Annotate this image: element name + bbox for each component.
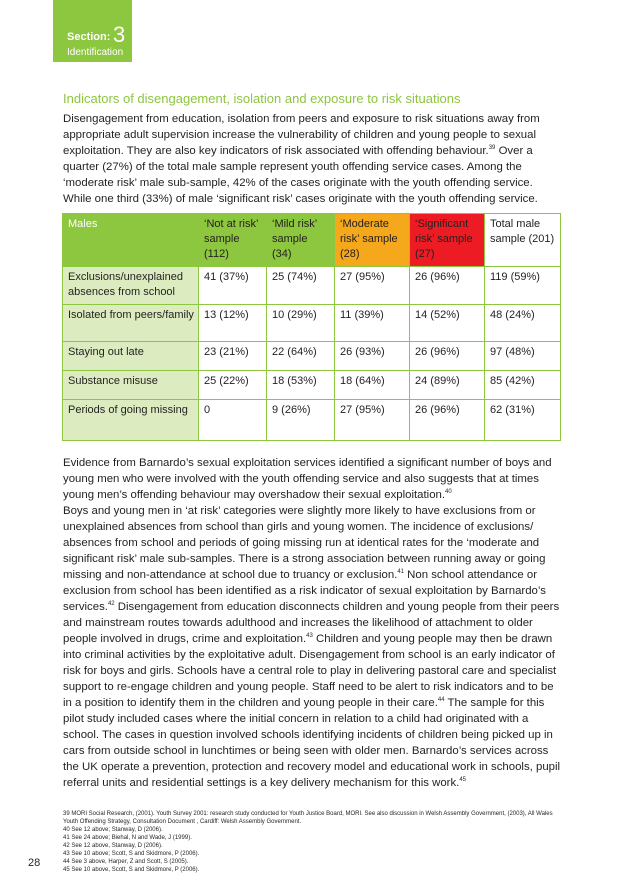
- table-row: [63, 400, 561, 441]
- table-row: [63, 267, 561, 305]
- row-label: Substance misuse: [63, 371, 199, 400]
- table-cell: 41 (37%): [199, 267, 267, 305]
- table-cell: 27 (95%): [335, 400, 410, 441]
- table-cell: 18 (64%): [335, 371, 410, 400]
- section-number: 3: [113, 22, 126, 47]
- para3-text-c: Disengagement from education disconnects children and young people from their peers and mainstream routes towards adulthood and increases the likelihood of attachment to older people involved in drugs, crime and exploitation.: [63, 601, 560, 645]
- table-cell: 23 (21%): [199, 342, 267, 371]
- table-cell: 0: [199, 400, 267, 441]
- table-cell: 26 (96%): [410, 400, 485, 441]
- footnote-ref-44: 44: [437, 697, 445, 704]
- table-cell: 25 (74%): [267, 267, 335, 305]
- risk-indicators-table: [62, 213, 561, 441]
- footnote: 44 See 3 above, Harper, Z and Scott, S (2005).: [63, 859, 189, 865]
- paragraph-evidence: [63, 455, 563, 503]
- page-heading: Indicators of disengagement, isolation and exposure to risk situations: [63, 91, 461, 106]
- footnote: 42 See 12 above, Stanway, D (2006).: [63, 843, 163, 849]
- row-label: Periods of going missing: [63, 400, 199, 441]
- paragraph-intro: [63, 111, 563, 207]
- table-cell: 48 (24%): [485, 305, 561, 342]
- table-cell: 22 (64%): [267, 342, 335, 371]
- section-label: Section:: [67, 31, 111, 43]
- header-total: Total male sample (201): [485, 214, 561, 267]
- row-label: Isolated from peers/family: [63, 305, 199, 342]
- table-cell: 119 (59%): [485, 267, 561, 305]
- footnote-ref-41: 41: [397, 569, 405, 576]
- footnote: 41 See 24 above; Biehal, N and Wade, J (1999).: [63, 835, 192, 841]
- table-row: [63, 305, 561, 342]
- table-cell: 26 (96%): [410, 267, 485, 305]
- para2-text: Evidence from Barnardo’s sexual exploitation services identified a significant number of boys and young men who were involved with the youth offending service and also suggests that at times young men’s offending behaviour may overshadow their sexual exploitation.: [63, 457, 552, 501]
- section-subtitle: Identification: [67, 47, 124, 58]
- footnote-ref-42: 42: [107, 601, 115, 608]
- para1-text-a: Disengagement from education, isolation from peers and exposure to risk situations away from appropriate adult supervision increase the vulnerability of children and young people to sexual exploitation. They are also key indicators of risk associated with offending behaviour.: [63, 113, 540, 157]
- table-cell: 13 (12%): [199, 305, 267, 342]
- table-header-row: [63, 214, 561, 267]
- para3-text-b: Non school attendance or exclusion from school has been identified as a risk indicator of sexual exploitation by Barnardo’s services.: [63, 569, 546, 613]
- table-cell: 62 (31%): [485, 400, 561, 441]
- footnote-ref-39: 39: [488, 145, 496, 152]
- table-cell: 27 (95%): [335, 267, 410, 305]
- footnote-ref-45: 45: [459, 777, 466, 784]
- para3-text-e: The sample for this pilot study included cases where the initial concern in relation to a child had originated with a school. The cases in question involved schools identifying incidents of children being picked up in cars from outside school in lunchtimes or being seen with older men. Barnardo’s services across the UK operate a prevention, protection and recovery model and educational work in schools, pupil referral units and residential settings is a key delivery mechanism for this work.: [63, 697, 561, 789]
- table-cell: 14 (52%): [410, 305, 485, 342]
- page-number: 28: [28, 857, 41, 869]
- header-not-at-risk: ‘Not at risk’ sample (112): [199, 214, 267, 267]
- paragraph-boys-young-men: [63, 503, 563, 791]
- row-label: Exclusions/unexplained absences from school: [63, 267, 199, 305]
- table-cell: 97 (48%): [485, 342, 561, 371]
- table-cell: 24 (89%): [410, 371, 485, 400]
- footnote: 45 See 10 above, Scott, S and Skidmore, P (2006).: [63, 867, 200, 873]
- table-cell: 11 (39%): [335, 305, 410, 342]
- header-moderate-risk: ‘Moderate risk’ sample (28): [335, 214, 410, 267]
- para3-text-a: Boys and young men in ‘at risk’ categories were slightly more likely to have exclusions from or unexplained absences from school than girls and young women. The incidence of exclusions/ absences from school and periods of going missing run at identical rates for the ‘moderate and significant risk’ male sub-samples. There is a strong association between running away or going missing and non-attendance at school due to truancy or exclusion.: [63, 505, 546, 581]
- footnote: 40 See 12 above; Stanway, D (2006).: [63, 827, 163, 833]
- table-cell: 26 (93%): [335, 342, 410, 371]
- table-cell: 26 (96%): [410, 342, 485, 371]
- header-mild-risk: ‘Mild risk’ sample (34): [267, 214, 335, 267]
- table-cell: 18 (53%): [267, 371, 335, 400]
- table-row: [63, 342, 561, 371]
- section-tab: [53, 0, 132, 62]
- row-label: Staying out late: [63, 342, 199, 371]
- table-cell: 9 (26%): [267, 400, 335, 441]
- footnote: 39 MORI Social Research, (2001). Youth Survey 2001: research study conducted for Youth Justice Board, MORI. See also discussion in Welsh Assembly Government, (2003), All Wales Youth Offending Strategy, Consultation Document , Cardiff: Welsh Assembly Government.: [63, 811, 553, 825]
- footnote-ref-43: 43: [306, 633, 313, 640]
- footnotes: [63, 810, 563, 874]
- table-cell: 85 (42%): [485, 371, 561, 400]
- table-cell: 25 (22%): [199, 371, 267, 400]
- para3-text-d: Children and young people may then be drawn into criminal activities by the exploitative adult. Disengagement from school is an early indicator of risk for boys and girls. Schools have a central role to play in delivering pastoral care and specialist support to re-engage children and young people. Staff need to be alert to risk indicators and to be in a position to identify them in the children and young people in their care.: [63, 633, 557, 709]
- table-row: [63, 371, 561, 400]
- header-significant-risk: ‘Significant risk’ sample (27): [410, 214, 485, 267]
- footnote: 43 See 10 above; Scott, S and Skidmore, P (2006).: [63, 851, 200, 857]
- header-males: Males: [63, 214, 199, 267]
- table-cell: 10 (29%): [267, 305, 335, 342]
- footnote-ref-40: 40: [445, 489, 452, 496]
- para1-text-b: Over a quarter (27%) of the total male sample represent youth offending service cases. Among the ‘moderate risk’ male sub-sample, 42% of the cases originate with the youth offending service. While one third (33%) of male ‘significant risk’ cases originate with the youth offending service.: [63, 145, 538, 205]
